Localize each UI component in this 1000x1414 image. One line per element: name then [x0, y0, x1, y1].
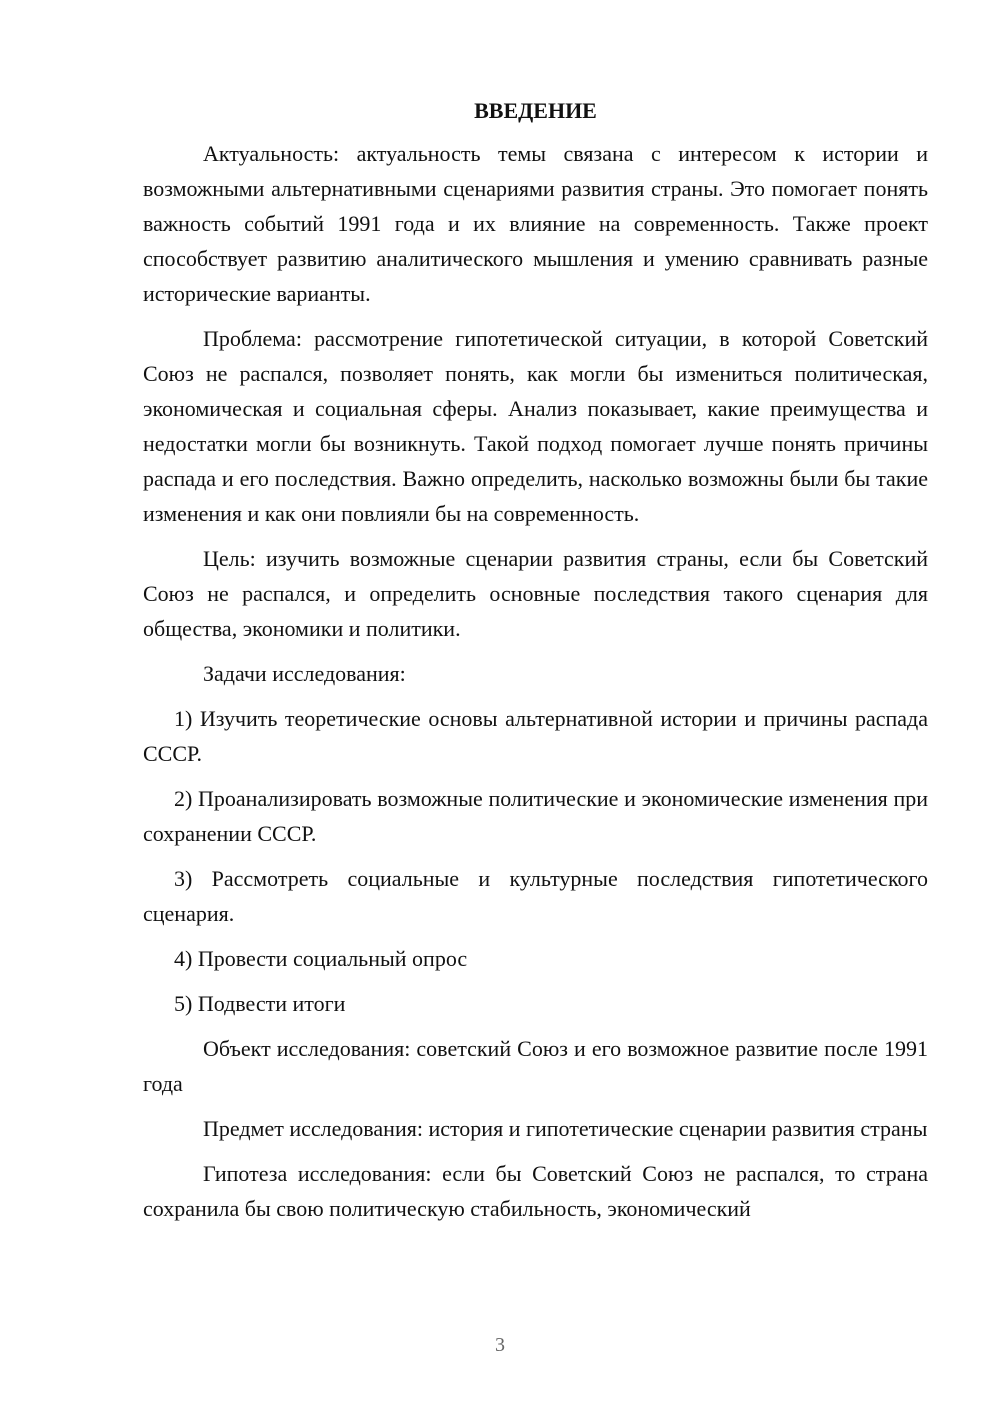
paragraph-object: Объект исследования: советский Союз и его возможное развитие после 1991 года	[143, 1036, 928, 1096]
paragraph-goal: Цель: изучить возможные сценарии развития страны, если бы Советский Союз не распался, и определить основные последствия такого сценария для общества, экономики и политики.	[143, 546, 928, 641]
paragraph-hypothesis: Гипотеза исследования: если бы Советский Союз не распался, то страна сохранила бы свою политическую стабильность, экономический	[143, 1161, 928, 1221]
task-item: 5) Подвести итоги	[174, 991, 346, 1016]
task-item: 2) Проанализировать возможные политические и экономические изменения при сохранении СССР.	[143, 786, 928, 846]
paragraph-relevance: Актуальность: актуальность темы связана с интересом к истории и возможными альтернативными сценариями развития страны. Это помогает понять важность событий 1991 года и их влияние на современность. Также проект способствует развитию аналитического мышления и умению сравнивать разные исторические варианты.	[143, 141, 928, 306]
page-content	[143, 96, 928, 1236]
paragraph-subject: Предмет исследования: история и гипотетические сценарии развития страны	[203, 1116, 928, 1141]
paragraph-problem: Проблема: рассмотрение гипотетической ситуации, в которой Советский Союз не распался, позволяет понять, как могли бы измениться политическая, экономическая и социальная сферы. Анализ показывает, какие преимущества и недостатки могли бы возникнуть. Такой подход помогает лучше понять причины распада и его последствия. Важно определить, насколько возможны были бы такие изменения и как они повлияли бы на современность.	[143, 326, 928, 526]
task-item: 3) Рассмотреть социальные и культурные последствия гипотетического сценария.	[143, 866, 928, 926]
section-title: ВВЕДЕНИЕ	[474, 98, 597, 123]
paragraph-tasks-heading: Задачи исследования:	[203, 661, 406, 686]
page-number: 3	[495, 1334, 505, 1356]
task-item: 1) Изучить теоретические основы альтернативной истории и причины распада СССР.	[143, 706, 928, 766]
task-item: 4) Провести социальный опрос	[174, 946, 468, 971]
